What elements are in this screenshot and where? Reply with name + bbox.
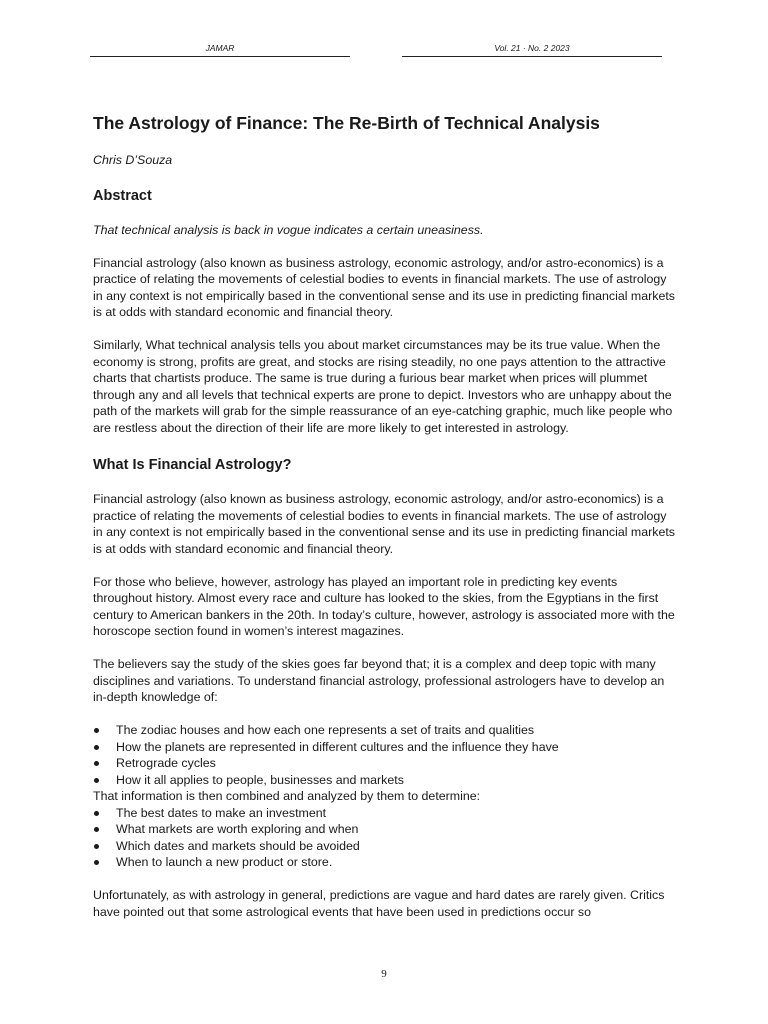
volume-issue: Vol. 21 · No. 2 2023	[402, 42, 662, 57]
author-name: Chris D’Souza	[93, 153, 173, 167]
abstract-paragraph-2: Similarly, What technical analysis tells you about market circumstances may be its true value. When the economy is strong, profits are great, and stocks are rising steadily, no one pays attention to the attractive charts that chartists produce. The same is true during a furious bear market when prices will plummet through any and all levels that technical experts are prone to depict. Investors who are unhappy about the path of the markets will grab for the simple reassurance of an eye-catching graphic, much like people who are restless about the direction of their life are more likely to get interested in astrology.	[93, 338, 673, 435]
knowledge-list	[93, 722, 675, 788]
section-heading-financial-astrology: What Is Financial Astrology?	[93, 457, 292, 473]
section-paragraph-5: Unfortunately, as with astrology in general, predictions are vague and hard dates are rarely given. Critics have pointed out that some astrological events that have been used in predictions occur so	[93, 888, 665, 919]
section-paragraph-2: For those who believe, however, astrology has played an important role in predicting key events throughout history. Almost every race and culture has looked to the skies, from the Egyptians in the first century to American bankers in the 20th. In today’s culture, however, astrology is associated more with the horoscope section found in women’s interest magazines.	[93, 574, 675, 638]
list-item: The best dates to make an investment	[93, 805, 675, 822]
running-head	[90, 42, 662, 58]
list-item: Retrograde cycles	[93, 755, 675, 772]
determine-list	[93, 805, 675, 871]
list-item: When to launch a new product or store.	[93, 854, 675, 871]
article-body	[93, 112, 675, 937]
section-paragraph-4: That information is then combined and analyzed by them to determine:	[93, 789, 481, 803]
section-paragraph-1: Financial astrology (also known as business astrology, economic astrology, and/or astro-economics) is a practice of relating the movements of celestial bodies to events in financial markets. The use of astrology in any context is not empirically based in the conventional sense and its use in predicting financial markets is at odds with standard economic and financial theory.	[93, 492, 675, 556]
abstract-lead: That technical analysis is back in vogue indicates a certain uneasiness.	[93, 222, 484, 237]
journal-name: JAMAR	[90, 42, 350, 57]
list-item: Which dates and markets should be avoided	[93, 838, 675, 855]
page-number: 9	[381, 968, 387, 980]
list-item: What markets are worth exploring and when	[93, 821, 675, 838]
abstract-paragraph-1: Financial astrology (also known as business astrology, economic astrology, and/or astro-economics) is a practice of relating the movements of celestial bodies to events in financial markets. The use of astrology in any context is not empirically based in the conventional sense and its use in predicting financial markets is at odds with standard economic and financial theory.	[93, 255, 675, 319]
abstract-heading: Abstract	[93, 187, 152, 204]
list-item: The zodiac houses and how each one represents a set of traits and qualities	[93, 722, 675, 739]
list-item: How it all applies to people, businesses and markets	[93, 772, 675, 789]
section-paragraph-3: The believers say the study of the skies goes far beyond that; it is a complex and deep topic with many disciplines and variations. To understand financial astrology, professional astrologers have to develop an in-depth knowledge of:	[93, 657, 665, 704]
article-title: The Astrology of Finance: The Re-Birth of Technical Analysis	[93, 113, 600, 133]
list-item: How the planets are represented in different cultures and the influence they have	[93, 739, 675, 756]
